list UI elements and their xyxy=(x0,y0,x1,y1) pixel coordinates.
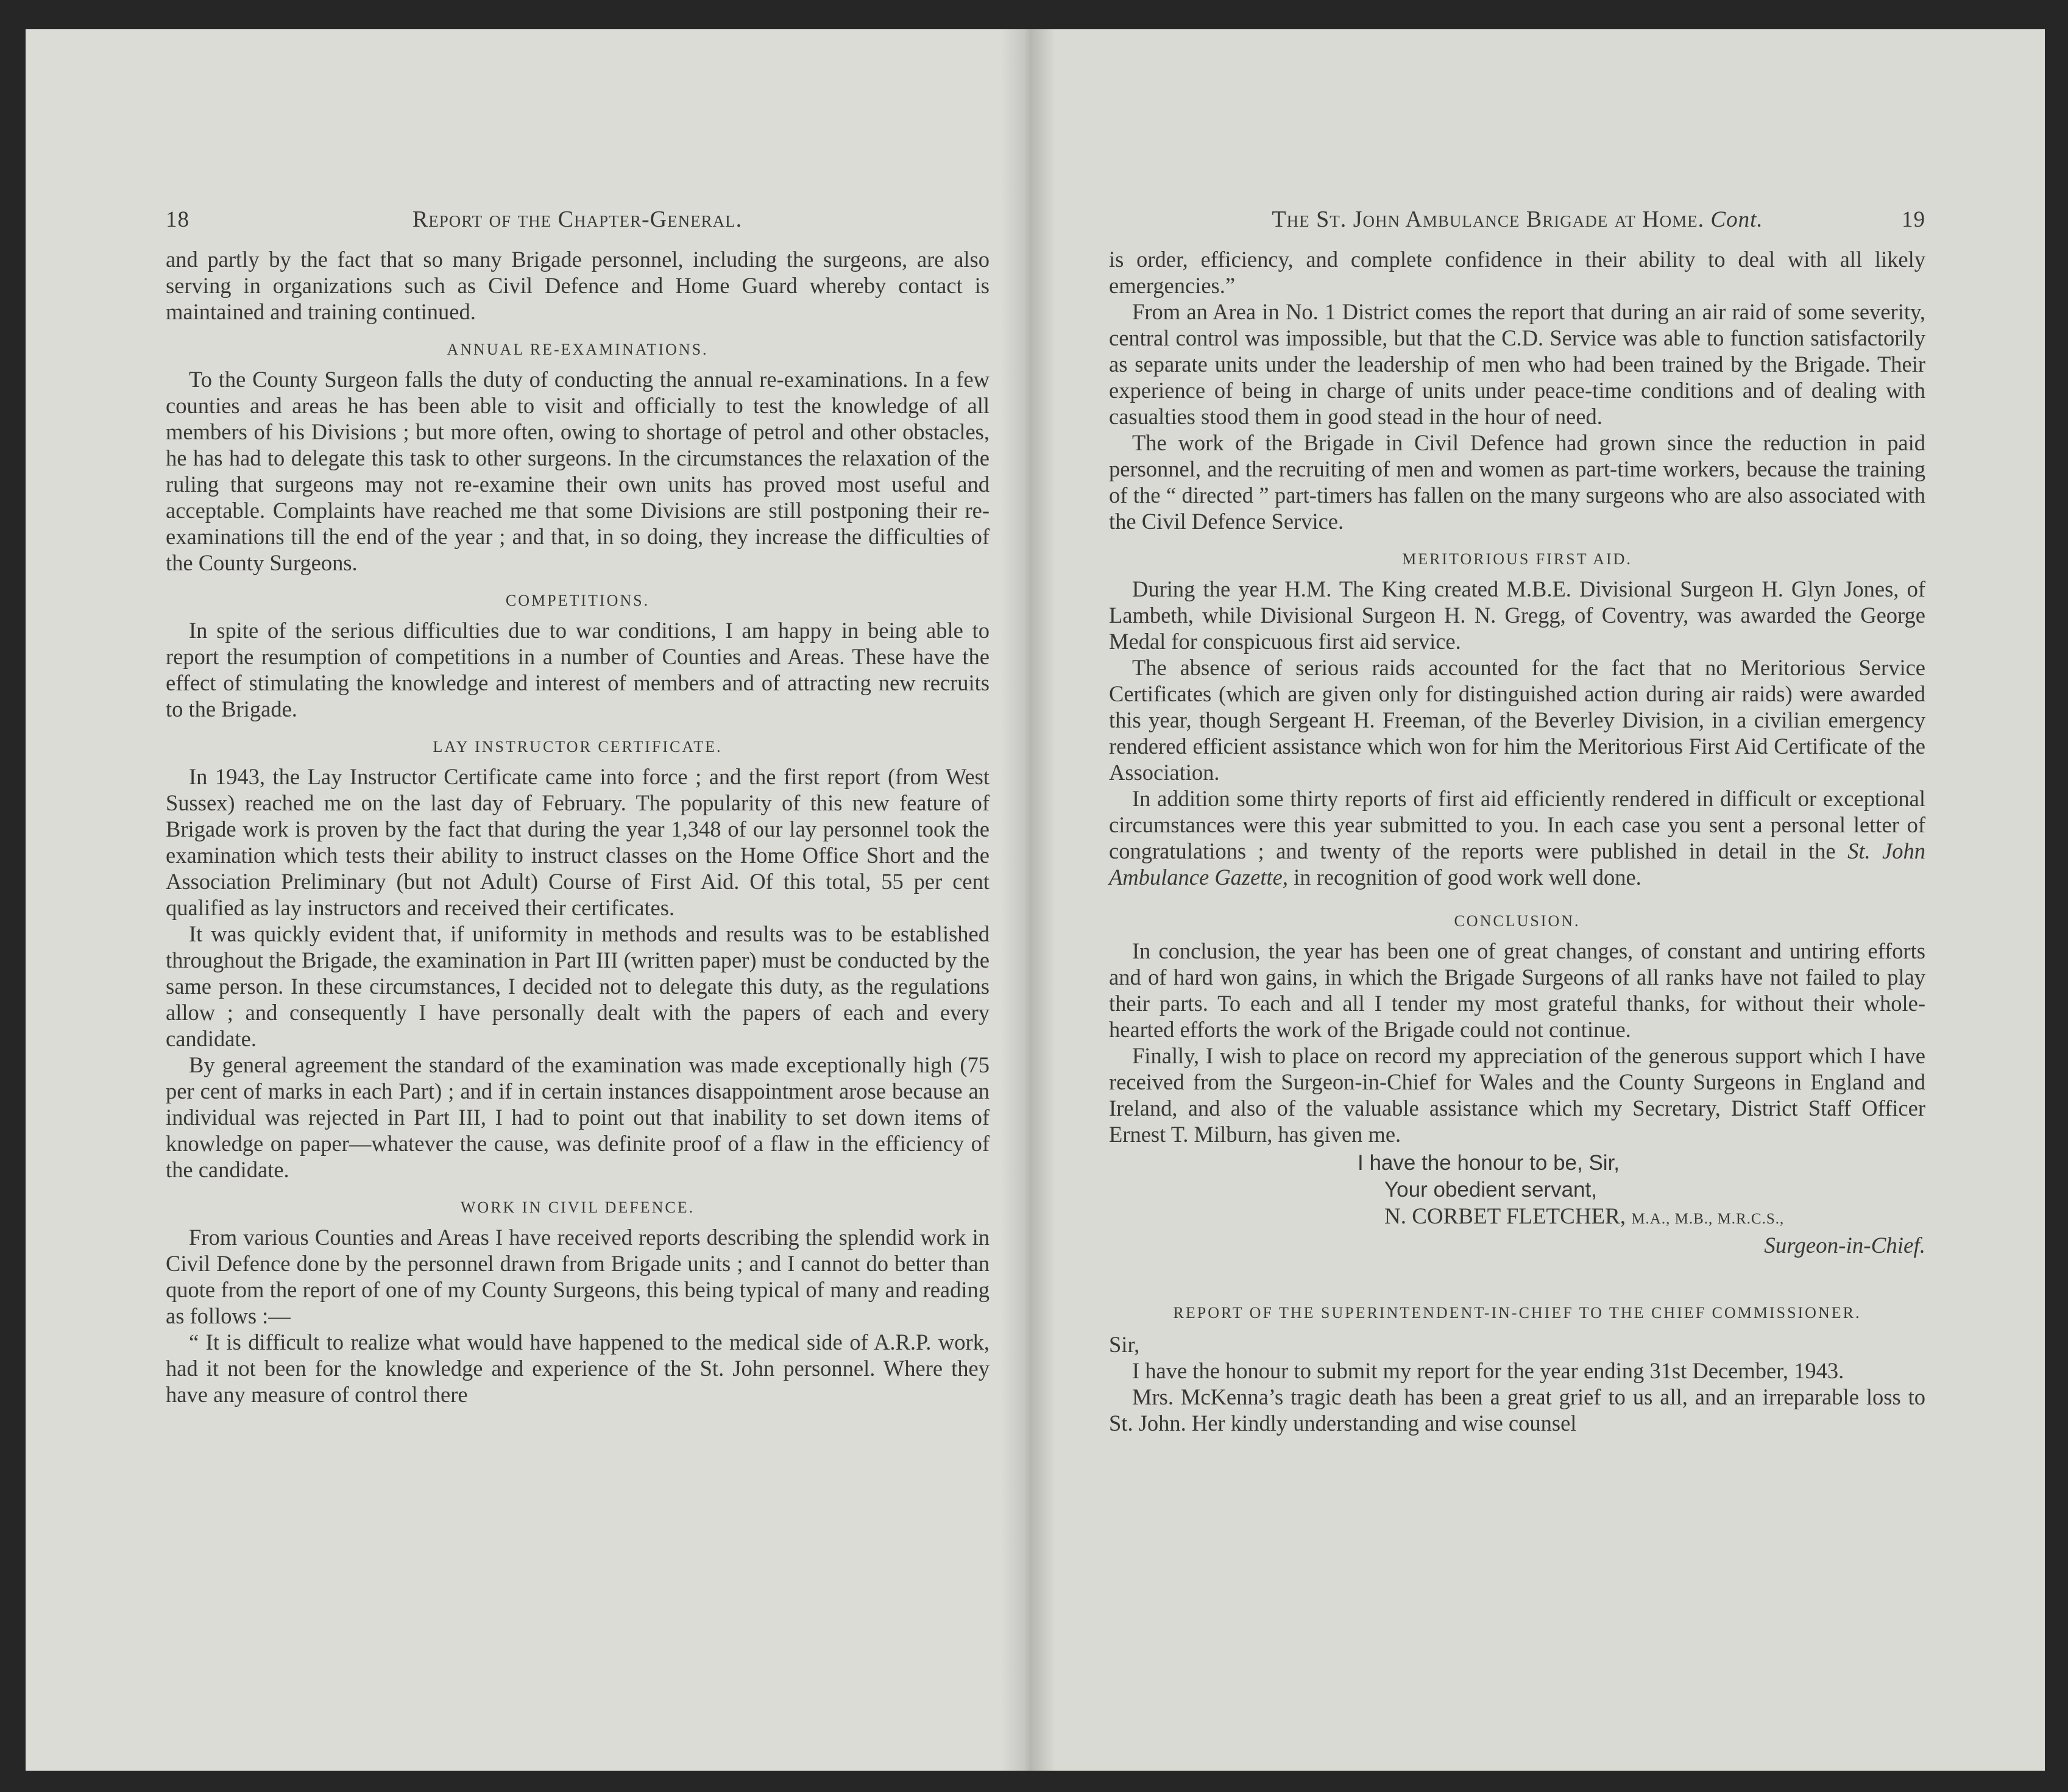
left-page-number: 18 xyxy=(166,207,189,232)
report-paragraph-1: I have the honour to submit my report for the year ending 31st December, 1943. xyxy=(1132,1358,1844,1383)
area-report-paragraph: From an Area in No. 1 District comes the report that during an air raid of some severity, central control was impossible, but that the C.D. Service was able to function satisfactorily as separate units under the leadership of men who had been trained by the Brigade. Their experience of being in charge of units under peace-time conditions and of dealing with casualties stood them in good stead in the hour of need. xyxy=(1109,299,1925,429)
left-running-header xyxy=(166,206,990,233)
left-running-title: Report of the Chapter-General. xyxy=(412,207,743,232)
heading-competitions: COMPETITIONS. xyxy=(505,592,650,609)
heading-superintendent-report: REPORT OF THE SUPERINTENDENT-IN-CHIEF TO THE CHIEF COMMISSIONER. xyxy=(1173,1304,1861,1322)
right-running-cont: Cont. xyxy=(1710,207,1763,232)
annual-paragraph: To the County Surgeon falls the duty of conducting the annual re-examinations. In a few counties and areas he has been able to visit and officially to test the knowledge of all members of his Divisions ; but more often, owing to shortage of petrol and other obstacles, he has had to delegate this task to other surgeons. In the circumstances the relaxation of the ruling that surgeons may not re-examine their own units has proved most useful and acceptable. Complaints have reached me that some Divisions are still postponing their re-examinations till the end of the year ; and that, in so doing, they increase the difficulties of the County Surgeons. xyxy=(166,367,990,575)
signatory-name-text: N. CORBET FLETCHER, xyxy=(1384,1204,1626,1229)
meritorious-p3-start: In addition some thirty reports of first aid efficiently rendered in difficult or exceptional circumstances were this year submitted to you. In each case you sent a personal letter of congratulations ; and twenty of the reports were published in detail in the xyxy=(1109,786,1925,863)
right-page-column xyxy=(1109,206,1925,1436)
meritorious-paragraph-1: During the year H.M. The King created M.B.E. Divisional Surgeon H. Glyn Jones, of Lambeth, while Divisional Surgeon H. N. Gregg, of Coventry, was awarded the George Medal for conspicuous first aid service. xyxy=(1109,576,1925,654)
civil-growth-paragraph: The work of the Brigade in Civil Defence had grown since the reduction in paid personnel, and the recruiting of men and women as part-time workers, because the training of the “ directed ” part-timers has fallen on the many surgeons who are also associated with the Civil Defence Service. xyxy=(1109,430,1925,534)
right-running-title: The St. John Ambulance Brigade at Home. xyxy=(1272,207,1705,232)
lay-paragraph-1: In 1943, the Lay Instructor Certificate came into force ; and the first report (from West Sussex) reached me on the last day of February. The popularity of this new feature of Brigade work is proven by the fact that during the year 1,348 of our lay personnel took the examination which tests their ability to instruct classes on the Home Office Short and the Association Preliminary (but not Adult) Course of First Aid. Of this total, 55 per cent qualified as lay instructors and received their certificates. xyxy=(166,764,990,920)
report-paragraph-2: Mrs. McKenna’s tragic death has been a great grief to us all, and an irreparable loss to St. John. Her kindly understanding and wise counsel xyxy=(1109,1384,1925,1436)
meritorious-p3-end: in recognition of good work well done. xyxy=(1287,865,1641,890)
lay-paragraph-3: By general agreement the standard of the examination was made exceptionally high (75 per cent of marks in each Part) ; and if in certain instances disappointment arose because an individual was rejected in Part III, I had to point out that inability to set down items of knowledge on paper—whatever the cause, was definite proof of a flaw in the efficiency of the candidate. xyxy=(166,1052,990,1182)
heading-meritorious-first-aid: MERITORIOUS FIRST AID. xyxy=(1402,550,1632,568)
civil-paragraph-1: From various Counties and Areas I have received reports describing the splendid work in Civil Defence done by the personnel drawn from Brigade units ; and I cannot do better than quote from the report of one of my County Surgeons, this being typical of many and reading as follows :— xyxy=(166,1225,990,1328)
heading-conclusion: CONCLUSION. xyxy=(1454,912,1581,930)
left-page-column xyxy=(166,206,990,1408)
right-page xyxy=(1025,29,2045,1771)
right-page-number: 19 xyxy=(1902,207,1925,232)
quote-continuation: is order, efficiency, and complete confidence in their ability to deal with all likely emergencies.” xyxy=(1109,247,1925,298)
left-opening-paragraph: and partly by the fact that so many Brigade personnel, including the surgeons, are also serving in organizations such as Civil Defence and Home Guard whereby contact is maintained and training continued. xyxy=(166,247,990,324)
right-running-header xyxy=(1109,206,1925,233)
book-gutter xyxy=(1000,29,1055,1771)
closing-line-2: Your obedient servant, xyxy=(1384,1178,1597,1202)
signature-block xyxy=(1109,1150,1925,1259)
heading-annual-re-examinations: ANNUAL RE-EXAMINATIONS. xyxy=(447,341,709,358)
civil-paragraph-2: “ It is difficult to realize what would have happened to the medical side of A.R.P. work, had it not been for the knowledge and experience of the St. John personnel. Where they have any measure of control there xyxy=(166,1330,990,1407)
left-page xyxy=(26,29,1025,1771)
closing-line-1: I have the honour to be, Sir, xyxy=(1358,1151,1620,1175)
meritorious-paragraph-2: The absence of serious raids accounted for the fact that no Meritorious Service Certificates (which are given only for distinguished action during air raids) were awarded this year, though Sergeant H. Freeman, of the Beverley Division, in a civilian emergency rendered efficient assistance which won for him the Meritorious First Aid Certificate of the Association. xyxy=(1109,655,1925,785)
lay-paragraph-2: It was quickly evident that, if uniformity in methods and results was to be established throughout the Brigade, the examination in Part III (written paper) must be conducted by the same person. In these circumstances, I decided not to delegate this duty, as the regulations allow ; and consequently I have personally dealt with the papers of each and every candidate. xyxy=(166,921,990,1051)
signatory-title: Surgeon-in-Chief. xyxy=(1764,1233,1925,1258)
meritorious-paragraph-3 xyxy=(1109,785,1925,890)
heading-civil-defence: WORK IN CIVIL DEFENCE. xyxy=(460,1199,695,1216)
signatory-name xyxy=(1109,1203,1925,1233)
gazette-title: St. John Ambulance Gazette, xyxy=(1109,838,1926,890)
salutation: Sir, xyxy=(1109,1332,1140,1357)
heading-lay-instructor: LAY INSTRUCTOR CERTIFICATE. xyxy=(433,738,723,756)
conclusion-paragraph-2: Finally, I wish to place on record my appreciation of the generous support which I have received from the Surgeon-in-Chief for Wales and the County Surgeons in England and Ireland, and also of the valuable assistance which my Secretary, District Staff Officer Ernest T. Milburn, has given me. xyxy=(1109,1043,1925,1147)
signatory-qualifications: M.A., M.B., M.R.C.S., xyxy=(1631,1211,1785,1227)
competitions-paragraph: In spite of the serious difficulties due to war conditions, I am happy in being able to report the resumption of competitions in a number of Counties and Areas. These have the effect of stimulating the knowledge and interest of members and of attracting new recruits to the Brigade. xyxy=(166,618,990,721)
conclusion-paragraph-1: In conclusion, the year has been one of great changes, of constant and untiring efforts and of hard won gains, in which the Brigade Surgeons of all ranks have not failed to play their parts. To each and all I tender my most grateful thanks, for without their whole-hearted efforts the work of the Brigade could not continue. xyxy=(1109,938,1925,1042)
